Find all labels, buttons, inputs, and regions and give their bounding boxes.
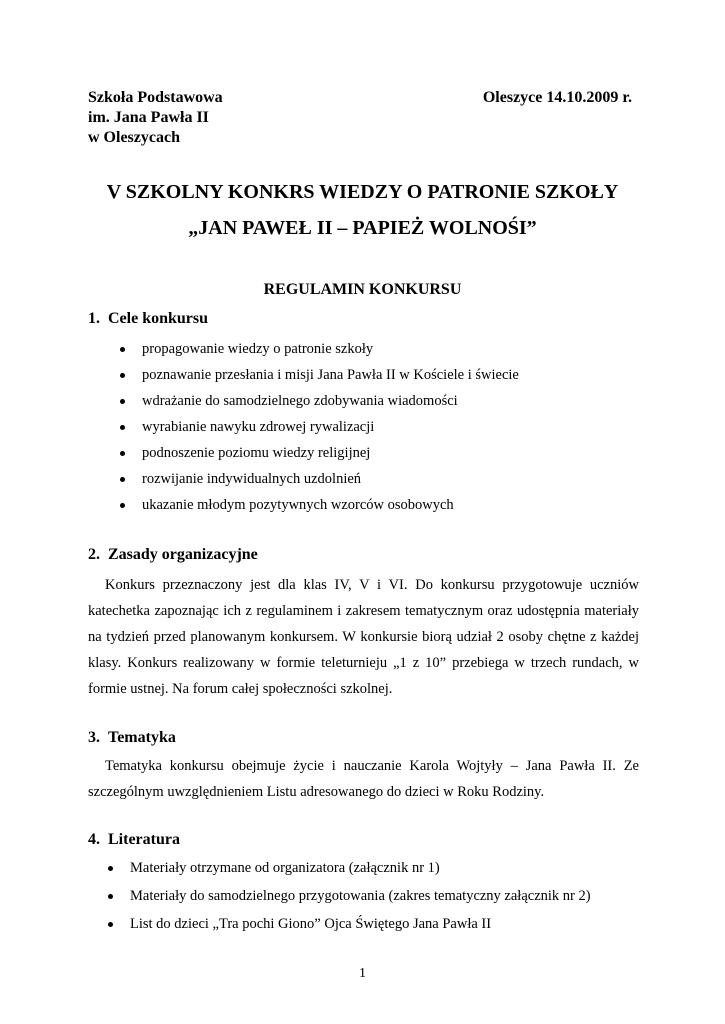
bullet-icon bbox=[120, 399, 125, 404]
bullet-icon bbox=[108, 922, 113, 927]
list-item bbox=[142, 443, 519, 469]
goals-list bbox=[142, 339, 519, 521]
bullet-icon bbox=[120, 373, 125, 378]
list-item bbox=[142, 365, 519, 391]
list-item bbox=[130, 914, 591, 942]
list-item-text: propagowanie wiedzy o patronie szkoły bbox=[142, 341, 374, 357]
bullet-icon bbox=[120, 451, 125, 456]
regulations-heading: REGULAMIN KONKURSU bbox=[263, 281, 462, 298]
topics-paragraph bbox=[88, 753, 639, 805]
school-name-line: Szkoła Podstawowa bbox=[88, 89, 223, 106]
list-item bbox=[142, 417, 519, 443]
organization-paragraph bbox=[88, 572, 639, 702]
school-name-line: im. Jana Pawła II bbox=[88, 109, 209, 126]
bullet-icon bbox=[108, 866, 113, 871]
literature-list bbox=[130, 858, 591, 942]
bullet-icon bbox=[120, 503, 125, 508]
section-number: 3. bbox=[88, 729, 100, 746]
paragraph-text: Konkurs przeznaczony jest dla klas IV, V i VI. Do konkursu przygotowuje uczniów katechetka zapoznając ich z regulaminem i zakresem tematycznym oraz udostępnia materiały na tydzień przed planowanym konkursem. W konkursie biorą udział 2 osoby chętne z każdej klasy. Konkurs realizowany w formie teleturnieju „1 z 10” przebiega w trzech rundach, w formie ustnej. Na forum całej społeczności szkolnej. bbox=[88, 577, 639, 697]
list-item bbox=[142, 495, 519, 521]
list-item bbox=[142, 469, 519, 495]
paragraph-text: Tematyka konkursu obejmuje życie i nauczanie Karola Wojtyły – Jana Pawła II. Ze szczególnym uwzględnieniem Listu adresowanego do dzieci w Roku Rodziny. bbox=[88, 758, 639, 800]
list-item-text: List do dzieci „Tra pochi Giono” Ojca Świętego Jana Pawła II bbox=[130, 916, 492, 932]
section-number: 1. bbox=[88, 310, 100, 327]
bullet-icon bbox=[120, 477, 125, 482]
list-item bbox=[130, 886, 591, 914]
section-title: Literatura bbox=[108, 831, 180, 848]
list-item bbox=[142, 339, 519, 365]
bullet-icon bbox=[120, 347, 125, 352]
list-item-text: wyrabianie nawyku zdrowej rywalizacji bbox=[142, 419, 375, 435]
section-title: Tematyka bbox=[108, 729, 176, 746]
list-item bbox=[142, 391, 519, 417]
list-item-text: ukazanie młodym pozytywnych wzorców osobowych bbox=[142, 497, 454, 513]
section-heading-organization bbox=[88, 546, 258, 564]
list-item-text: poznawanie przesłania i misji Jana Pawła II w Kościele i świecie bbox=[142, 367, 519, 383]
section-number: 4. bbox=[88, 831, 100, 848]
bullet-icon bbox=[120, 425, 125, 430]
document-title-line-1: V SZKOLNY KONKRS WIEDZY O PATRONIE SZKOŁY bbox=[106, 181, 619, 203]
list-item bbox=[130, 858, 591, 886]
section-heading-topics bbox=[88, 729, 176, 747]
section-title: Zasady organizacyjne bbox=[108, 546, 258, 563]
list-item-text: wdrażanie do samodzielnego zdobywania wiadomości bbox=[142, 393, 458, 409]
school-name-line: w Oleszycach bbox=[88, 129, 180, 146]
letterhead bbox=[88, 88, 648, 148]
place-date: Oleszyce 14.10.2009 r. bbox=[482, 89, 632, 106]
section-title: Cele konkursu bbox=[108, 310, 209, 327]
section-number: 2. bbox=[88, 546, 100, 563]
bullet-icon bbox=[108, 894, 113, 899]
list-item-text: rozwijanie indywidualnych uzdolnień bbox=[142, 471, 362, 487]
section-heading-literature bbox=[88, 831, 180, 849]
page-number: 1 bbox=[359, 966, 366, 981]
list-item-text: podnoszenie poziomu wiedzy religijnej bbox=[142, 445, 371, 461]
list-item-text: Materiały do samodzielnego przygotowania (zakres tematyczny załącznik nr 2) bbox=[130, 888, 591, 904]
section-heading-goals bbox=[88, 310, 208, 328]
document-title-line-2: „JAN PAWEŁ II – PAPIEŻ WOLNOŚI” bbox=[188, 217, 537, 239]
list-item-text: Materiały otrzymane od organizatora (załącznik nr 1) bbox=[130, 860, 440, 876]
